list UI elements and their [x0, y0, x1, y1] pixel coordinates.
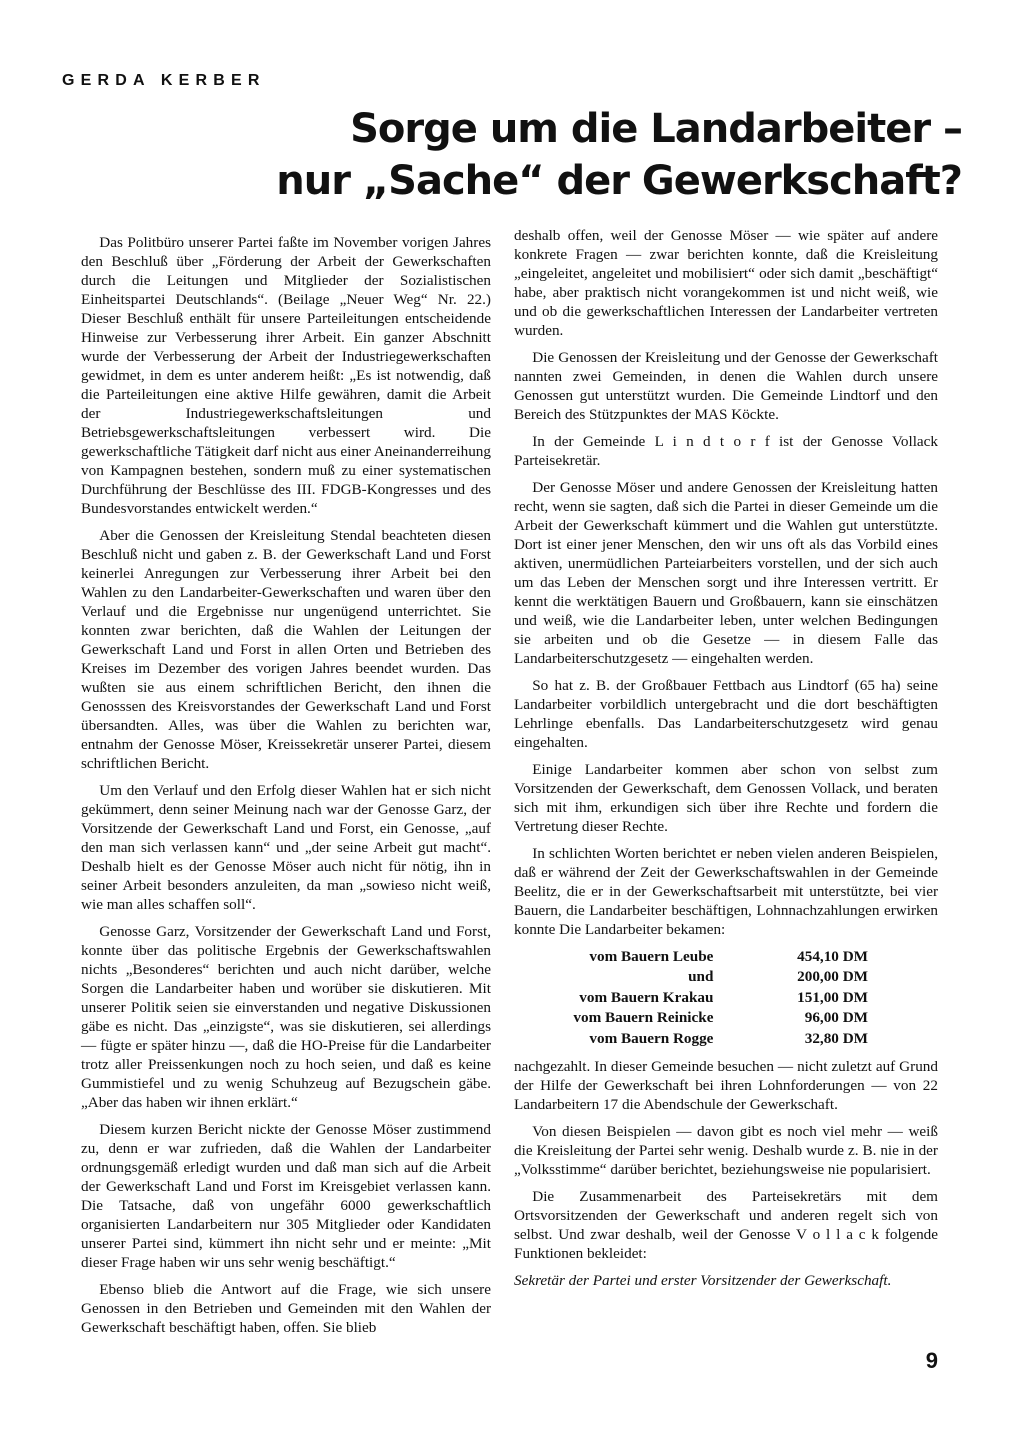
payer: vom Bauern Reinicke [573, 1009, 714, 1027]
paragraph: In schlichten Worten berichtet er neben vielen anderen Beispielen, daß er während der Zeit der Gewerkschaftswahlen in der Gemeinde Beelitz, die er in der Gewerkschaftsarbeit mit unterstützte, bei vier Bauern, die Landarbeiter beschäftigen, Lohnnachzahlungen erwirken konnte Die Landarbeiter bekamen: [514, 845, 938, 938]
payer: vom Bauern Rogge [589, 1029, 714, 1047]
paragraph: Ebenso blieb die Antwort auf die Frage, wie sich unsere Genossen in den Betrieben und Gemeinden mit den Wahlen der Gewerkschaft beschäftigt haben, offen. Sie blieb [81, 1281, 491, 1336]
table-row [514, 1029, 938, 1049]
paragraph-continued: deshalb offen, weil der Genosse Möser — wie später auf andere konkrete Fragen — zwar berichten konnte, daß die Kreisleitung „eingeleitet, angeleitet und mobilisiert“ oder sich damit „beschäftigt“ habe, aber praktisch nicht vorangekommen ist und nicht weiß, wie und ob die gewerkschaftlichen Interessen der Landarbeiter vertreten wurden. [514, 227, 938, 339]
table-row [514, 947, 938, 967]
left-column [81, 233, 491, 1345]
paragraph: Genosse Garz, Vorsitzender der Gewerkschaft Land und Forst, konnte über das politische Ergebnis der Gewerkschaftswahlen nichts „Besonderes“ berichten und auch nicht darüber, welche Sorgen die Landarbeiter haben und worüber sie diskutieren. Mit unserer Politik seien sie einverstanden und negative Diskussionen gäbe es nicht. Das „einzigste“, was sie diskutieren, sei allerdings — fügte er später hinzu —, daß die HO-Preise für die Landarbeiter trotz aller Preissenkungen noch zu hoch seien, und daß es keine Gummistiefel und zu wenig Schuhzeug auf Bezugschein gäbe. „Aber das haben wir ihnen erklärt.“ [81, 923, 491, 1111]
amount: 32,80 DM [804, 1029, 868, 1047]
payments-table [514, 947, 938, 1049]
table-row [514, 988, 938, 1008]
author-name: GERDA KERBER [62, 72, 266, 89]
amount: 200,00 DM [797, 968, 868, 986]
headline-line-1: Sorge um die Landarbeiter – [350, 106, 962, 152]
paragraph: Um den Verlauf und den Erfolg dieser Wahlen hat er sich nicht gekümmert, denn seiner Meinung nach war der Genosse Garz, der Vorsitzende der Gewerkschaft Land und Forst, ein Genosse, „auf den man sich verlassen kann“ und „der seine Arbeit gut macht“. Deshalb hielt es der Genosse Möser auch nicht für nötig, ihn in seiner Arbeit besonders anzuleiten, da man „sowieso nicht weiß, wie man alles schaffen soll“. [81, 782, 491, 913]
payer: und [688, 968, 714, 986]
table-row [514, 967, 938, 987]
paragraph: So hat z. B. der Großbauer Fettbach aus Lindtorf (65 ha) seine Landarbeiter vorbildlich untergebracht und die dort beschäftigten Lehrlinge ebenfalls. Das Landarbeiterschutzgesetz wird genau eingehalten. [514, 677, 938, 751]
amount: 96,00 DM [804, 1009, 868, 1027]
paragraph: Einige Landarbeiter kommen aber schon von selbst zum Vorsitzenden der Gewerkschaft, dem Genossen Vollack, und beraten sich mit ihm, erkundigen sich über ihre Rechte und fordern die Vertretung dieser Rechte. [514, 761, 938, 835]
paragraph: Diesem kurzen Bericht nickte der Genosse Möser zustimmend zu, denn er war zufrieden, daß die Wahlen der Landarbeiter ordnungsgemäß erledigt wurden und daß man sich auf die Arbeit der Gewerkschaft Land und Forst im Kreisgebiet verlassen kann. Die Tatsache, daß von ungefähr 6000 gewerkschaftlich organisierten Landarbeitern nur 305 Mitglieder oder Kandidaten unserer Partei sind, kümmert ihn nicht sehr und er meinte: „Mit dieser Frage haben wir uns sehr wenig beschäftigt.“ [81, 1121, 491, 1271]
right-column [514, 226, 938, 1298]
closing-italic-line: Sekretär der Partei und erster Vorsitzender der Gewerkschaft. [514, 1272, 892, 1290]
paragraph: Die Zusammenarbeit des Parteisekretärs mit dem Ortsvorsitzenden der Gewerkschaft und anderen regelt sich von selbst. Und zwar deshalb, weil der Genosse V o l l a c k folgende Funktionen bekleidet: [514, 1188, 938, 1263]
paragraph-continued: nachgezahlt. In dieser Gemeinde besuchen — nicht zuletzt auf Grund der Hilfe der Gewerkschaft bei ihren Lohnforderungen — von 22 Landarbeitern 17 die Abendschule der Gewerkschaft. [514, 1058, 938, 1114]
page-number: 9 [925, 1348, 938, 1373]
payer: vom Bauern Krakau [579, 988, 714, 1006]
paragraph: Die Genossen der Kreisleitung und der Genosse der Gewerkschaft nannten zwei Gemeinden, in denen die Wahlen durch unsere Genossen gut unterstützt wurden. Die Gemeinde Lindtorf und den Bereich des Stützpunktes der MAS Köckte. [514, 349, 938, 423]
article-headline [276, 103, 962, 207]
amount: 454,10 DM [797, 948, 868, 965]
paragraph: Von diesen Beispielen — davon gibt es noch viel mehr — weiß die Kreisleitung der Partei sehr wenig. Deshalb wurde z. B. nie in der „Volksstimme“ darüber berichtet, beziehungsweise nie popularisiert. [514, 1123, 938, 1179]
paragraph: In der Gemeinde L i n d t o r f ist der Genosse Vollack Parteisekretär. [514, 433, 938, 469]
table-row [514, 1008, 938, 1028]
headline-line-2: nur „Sache“ der Gewerkschaft? [276, 158, 962, 204]
amount: 151,00 DM [797, 988, 868, 1006]
paragraph: Aber die Genossen der Kreisleitung Stendal beachteten diesen Beschluß nicht und gaben z. B. der Gewerkschaft Land und Forst keinerlei Anregungen zur Verbesserung ihrer Arbeit bei den Wahlen zu den Landarbeiter-Gewerkschaften und waren über den Verlauf und die Ergebnisse nur ungenügend unterrichtet. Sie konnten zwar berichten, daß die Wahlen der Leitungen der Gewerkschaft Land und Forst in allen Orten und Betrieben des Kreises im Dezember des vorigen Jahres beendet wurden. Das wußten sie aus einem schriftlichen Bericht, den ihnen die Genosssen des Kreisvorstandes der Gewerkschaft Land und Forst übersandten. Alles, was über die Wahlen zu berichten war, entnahm der Genosse Möser, Kreissekretär unserer Partei, diesem schriftlichen Bericht. [81, 527, 491, 772]
payer: vom Bauern Leube [589, 948, 714, 965]
paragraph: Das Politbüro unserer Partei faßte im November vorigen Jahres den Beschluß über „Förderung der Arbeit der Gewerkschaften durch die Leitungen und Mitglieder der Sozialistischen Einheitspartei Deutschlands“. (Beilage „Neuer Weg“ Nr. 22.) Dieser Beschluß enthält für unsere Parteileitungen entscheidende Hinweise zur Verbesserung ihrer Arbeit. Ein ganzer Abschnitt wurde der Verbesserung der Arbeit der Industriegewerkschaften gewidmet, in dem es unter anderem heißt: „Es ist notwendig, daß die Parteileitungen eine aktive Hilfe gewähren, damit die Arbeit der Industriegewerkschaftsleitungen und Betriebsgewerkschaftsleitungen verbessert wird. Die gewerkschaftliche Tätigkeit darf nicht aus einer Aneinanderreihung von Kampagnen bestehen, sondern muß zu einer systematischen Durchführung der Beschlüsse des III. FDGB-Kongresses und des Bundesvorstandes entwickelt werden.“ [81, 234, 491, 517]
paragraph: Der Genosse Möser und andere Genossen der Kreisleitung hatten recht, wenn sie sagten, daß sich die Partei in dieser Gemeinde um die Arbeit der Gewerkschaft kümmert und die Wahlen gut unterstützte. Dort ist einer jener Menschen, den wir uns oft als das Vorbild eines aktiven, unermüdlichen Parteiarbeiters vorstellen, und der sich auch um das Leben der Menschen sorgt und ihre Interessen vertritt. Er kennt die werktätigen Bauern und Großbauern, kann sie einschätzen und weiß, wie die Landarbeiter leben, unter welchen Bedingungen sie arbeiten und ob die Gesetze — in diesem Falle das Landarbeiterschutzgesetz — eingehalten werden. [514, 479, 938, 667]
